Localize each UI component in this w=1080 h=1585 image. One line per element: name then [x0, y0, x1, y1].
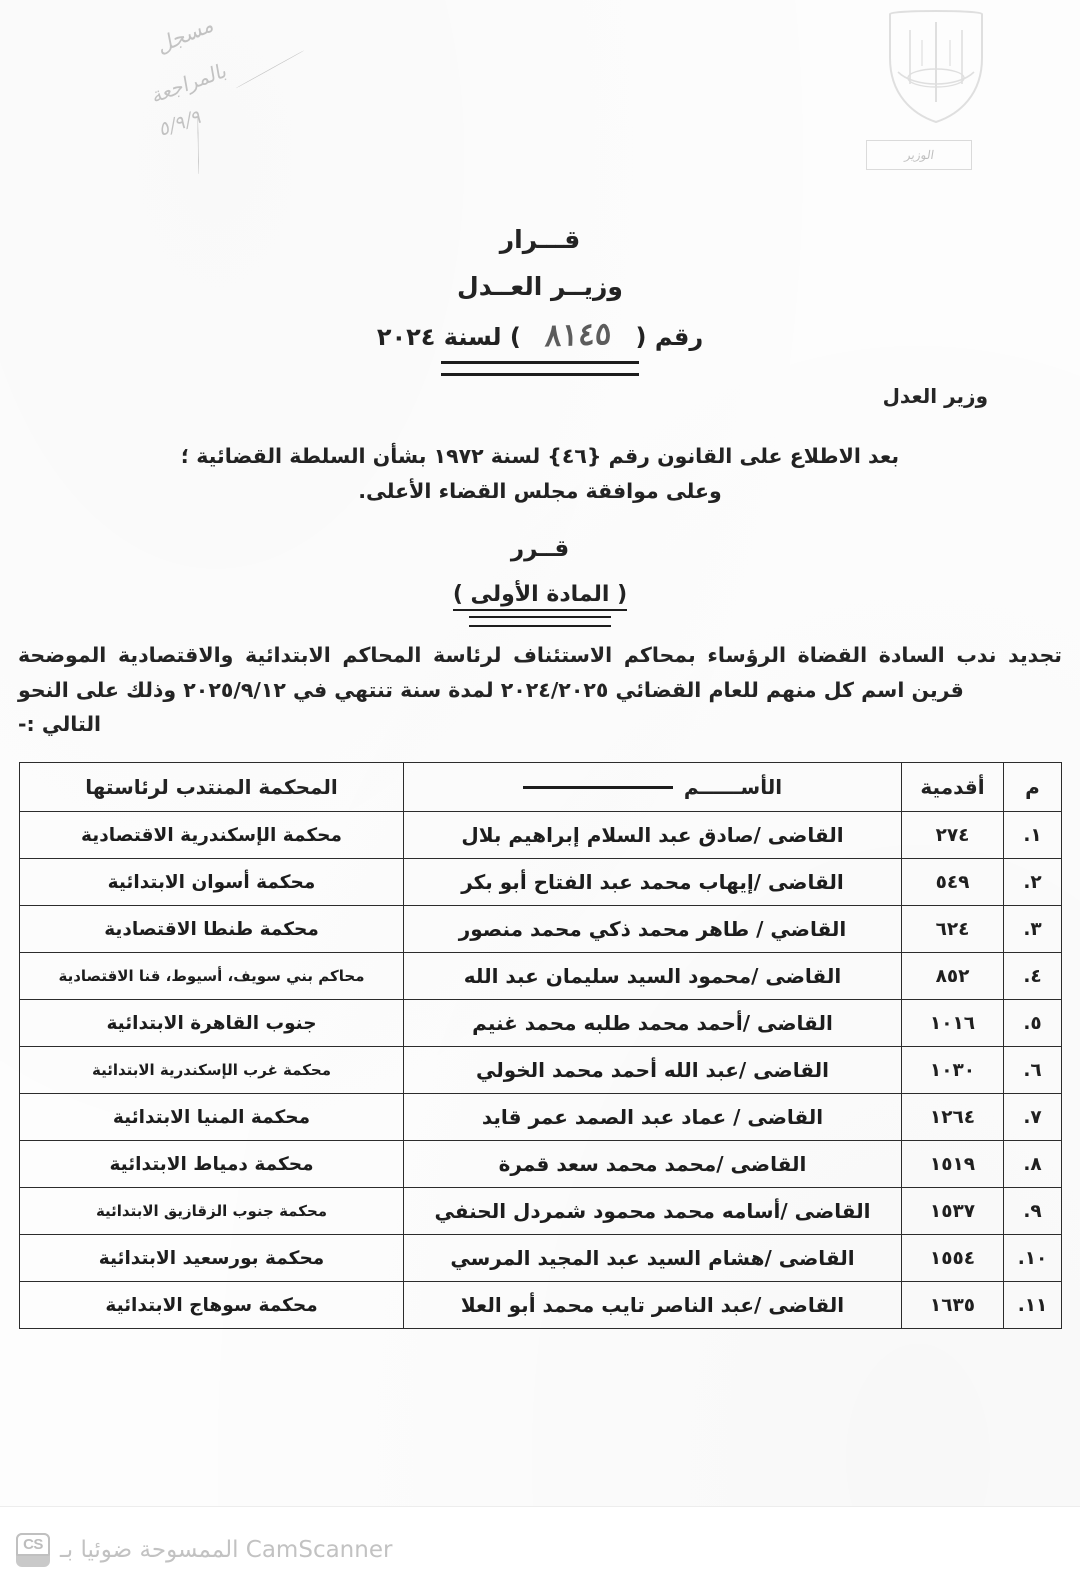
recitals-block: [36, 440, 1044, 508]
decree-number-prefix: رقم (: [635, 323, 704, 352]
table-row: [20, 1047, 1062, 1094]
camscanner-logo-icon: [16, 1533, 50, 1567]
cell-court: جنوب القاهرة الابتدائية: [20, 1000, 404, 1047]
decree-title-block: [0, 224, 1080, 376]
cell-number: ١.: [1004, 812, 1062, 859]
column-header-number: م: [1004, 763, 1062, 812]
table-row: [20, 1188, 1062, 1235]
table-row: [20, 1141, 1062, 1188]
cell-number: ١١.: [1004, 1282, 1062, 1329]
minister-heading: وزير العدل: [882, 384, 988, 408]
cell-seniority: ١٠١٦: [902, 1000, 1004, 1047]
decree-number-value: ٨١٤٥: [543, 316, 613, 355]
table-row: [20, 1000, 1062, 1047]
cell-court: محاكم بني سويف، أسيوط، قنا الاقتصادية: [20, 953, 404, 1000]
minister-stamp-box: [866, 140, 972, 170]
cell-court: محكمة دمياط الابتدائية: [20, 1141, 404, 1188]
assignments-table: [19, 762, 1062, 1329]
cell-seniority: ١٦٣٥: [902, 1282, 1004, 1329]
cell-judge-name: القاضى /محمود السيد سليمان عبد الله: [404, 953, 902, 1000]
footer-bar: [0, 1506, 1080, 1585]
cell-judge-name: القاضى /عبد الناصر تايب محمد أبو العلا: [404, 1282, 902, 1329]
article-double-rule: [469, 616, 611, 627]
table-body: [20, 812, 1062, 1329]
title-double-rule: [441, 361, 639, 376]
cell-judge-name: القاضي / طاهر محمد ذكي محمد منصور: [404, 906, 902, 953]
recital-council-approval: وعلى موافقة مجلس القضاء الأعلى.: [358, 479, 722, 504]
cell-court: محكمة المنيا الابتدائية: [20, 1094, 404, 1141]
issuing-authority: وزيــر العــدل: [457, 272, 623, 302]
handwriting-date: ٥/٩/٩: [159, 104, 203, 142]
main-paragraph: [18, 638, 1062, 742]
table-row: [20, 1282, 1062, 1329]
cell-judge-name: القاضى /هشام السيد عبد المجيد المرسي: [404, 1235, 902, 1282]
handwritten-annotation: [141, 1, 350, 188]
camscanner-label: الممسوحة ضوئيا بـ CamScanner: [60, 1537, 393, 1563]
column-header-court: المحكمة المنتدب لرئاستها: [20, 763, 404, 812]
table-row: [20, 812, 1062, 859]
camscanner-logo-text: CS: [16, 1533, 50, 1556]
cell-court: محكمة سوهاج الابتدائية: [20, 1282, 404, 1329]
cell-court: محكمة بورسعيد الابتدائية: [20, 1235, 404, 1282]
decides-word: قــرر: [510, 536, 570, 562]
cell-number: ٥.: [1004, 1000, 1062, 1047]
cell-seniority: ١٥٣٧: [902, 1188, 1004, 1235]
cell-number: ٩.: [1004, 1188, 1062, 1235]
handwriting-stroke-secondary: [236, 50, 305, 89]
cell-number: ٧.: [1004, 1094, 1062, 1141]
column-header-name: [404, 763, 902, 812]
article-one-label: ( المادة الأولى ): [453, 582, 627, 611]
official-seal-icon: [870, 6, 1002, 128]
cell-seniority: ١٥٥٤: [902, 1235, 1004, 1282]
cell-number: ٢.: [1004, 859, 1062, 906]
decree-number-line: [0, 317, 1080, 353]
cell-court: محكمة غرب الإسكندرية الابتدائية: [20, 1047, 404, 1094]
cell-number: ٤.: [1004, 953, 1062, 1000]
cell-seniority: ٨٥٢: [902, 953, 1004, 1000]
cell-judge-name: القاضى /عبد الله أحمد محمد الخولي: [404, 1047, 902, 1094]
main-paragraph-tail: التالي :-: [18, 711, 102, 736]
cell-seniority: ١٢٦٤: [902, 1094, 1004, 1141]
cell-seniority: ٥٤٩: [902, 859, 1004, 906]
name-header-underline: [523, 786, 673, 789]
table-row: [20, 859, 1062, 906]
table-row: [20, 953, 1062, 1000]
cell-court: محكمة طنطا الاقتصادية: [20, 906, 404, 953]
decree-number-suffix: ) لسنة ٢٠٢٤: [376, 323, 521, 352]
cell-judge-name: القاضى /إيهاب محمد عبد الفتاح أبو بكر: [404, 859, 902, 906]
cell-number: ١٠.: [1004, 1235, 1062, 1282]
cell-judge-name: القاضى / عماد عبد الصمد عمر قايد: [404, 1094, 902, 1141]
table-row: [20, 906, 1062, 953]
article-one-heading: [0, 582, 1080, 627]
cell-number: ٣.: [1004, 906, 1062, 953]
recital-law-reference: بعد الاطلاع على القانون رقم {٤٦} لسنة ١٩٧٢ بشأن السلطة القضائية ؛: [180, 444, 900, 468]
cell-number: ٨.: [1004, 1141, 1062, 1188]
cell-judge-name: القاضى /صادق عبد السلام إبراهيم بلال: [404, 812, 902, 859]
camscanner-watermark: [16, 1533, 392, 1567]
handwriting-line-1: مسجل: [156, 11, 216, 59]
table-header-row: [20, 763, 1062, 812]
cell-court: محكمة أسوان الابتدائية: [20, 859, 404, 906]
cell-seniority: ١٥١٩: [902, 1141, 1004, 1188]
cell-judge-name: القاضى /أحمد محمد طلبه محمد غنيم: [404, 1000, 902, 1047]
cell-judge-name: القاضى /أسامه محمد محمود شمردل الحنفي: [404, 1188, 902, 1235]
main-paragraph-text: تجديد ندب السادة القضاة الرؤساء بمحاكم الاستئناف لرئاسة المحاكم الابتدائية والاقتصادية الموضحة قرين اسم كل منهم للعام القضائي ٢٠٢٤/٢٠٢٥ لمدة سنة تنتهي في ٢٠٢٥/٩/١٢ وذلك على النحو: [18, 643, 1062, 703]
cell-seniority: ١٠٣٠: [902, 1047, 1004, 1094]
cell-seniority: ٢٧٤: [902, 812, 1004, 859]
table-header: [20, 763, 1062, 812]
cell-judge-name: القاضى /محمد محمد سعد قمرة: [404, 1141, 902, 1188]
cell-court: محكمة الإسكندرية الاقتصادية: [20, 812, 404, 859]
cell-seniority: ٦٢٤: [902, 906, 1004, 953]
table-row: [20, 1235, 1062, 1282]
handwriting-line-2: بالمراجعة: [150, 57, 229, 109]
minister-stamp-label: الوزير: [903, 148, 935, 162]
assignments-table-container: [20, 762, 1062, 1329]
cell-number: ٦.: [1004, 1047, 1062, 1094]
column-header-seniority: أقدمية: [902, 763, 1004, 812]
cell-court: محكمة جنوب الزقازيق الابتدائية: [20, 1188, 404, 1235]
column-header-name-text: الأســــــم: [683, 775, 783, 799]
table-row: [20, 1094, 1062, 1141]
decree-word: قـــرار: [499, 225, 581, 254]
